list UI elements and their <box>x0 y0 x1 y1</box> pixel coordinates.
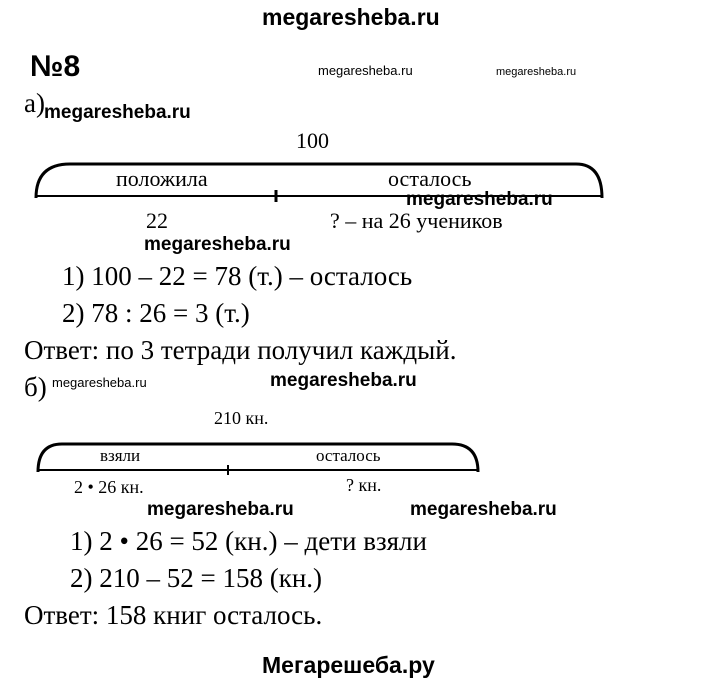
diagram-a-below-left: 22 <box>146 208 168 233</box>
watermark: megaresheba.ru <box>496 66 577 78</box>
diagram-a-right-label: осталось <box>388 166 472 191</box>
watermark-bottom: Мегарешеба.ру <box>262 652 435 678</box>
diagram-a-left-label: положила <box>116 166 208 191</box>
watermark: megaresheba.ru <box>52 375 147 390</box>
watermark-top: megaresheba.ru <box>262 4 440 30</box>
part-b-answer: Ответ: 158 книг осталось. <box>24 600 323 630</box>
part-a-step-1: 1) 100 – 22 = 78 (т.) – осталось <box>62 261 413 291</box>
diagram-b-right-label: осталось <box>316 446 381 465</box>
watermark: megaresheba.ru <box>144 234 291 255</box>
diagram-a-below-right: ? – на 26 учеников <box>330 208 503 233</box>
diagram-b-left-label: взяли <box>100 446 141 465</box>
diagram-b-total: 210 кн. <box>214 408 269 428</box>
diagram-b-below-right: ? кн. <box>346 475 382 495</box>
part-a-step-2: 2) 78 : 26 = 3 (т.) <box>62 298 250 328</box>
part-b-step-1: 1) 2 • 26 = 52 (кн.) – дети взяли <box>70 526 427 556</box>
task-number: №8 <box>30 50 81 83</box>
watermark: megaresheba.ru <box>270 370 417 391</box>
watermark: megaresheba.ru <box>147 499 294 520</box>
diagram-b-below-left: 2 • 26 кн. <box>74 477 144 497</box>
watermark: megaresheba.ru <box>44 102 191 123</box>
part-b-label: б) <box>24 372 47 402</box>
diagram-a-total: 100 <box>296 128 329 153</box>
watermark: megaresheba.ru <box>406 189 553 210</box>
part-a-label: а) <box>24 88 45 118</box>
part-a-answer: Ответ: по 3 тетради получил каждый. <box>24 335 457 365</box>
part-b-step-2: 2) 210 – 52 = 158 (кн.) <box>70 563 323 593</box>
watermark: megaresheba.ru <box>410 499 557 520</box>
watermark: megaresheba.ru <box>318 63 413 78</box>
